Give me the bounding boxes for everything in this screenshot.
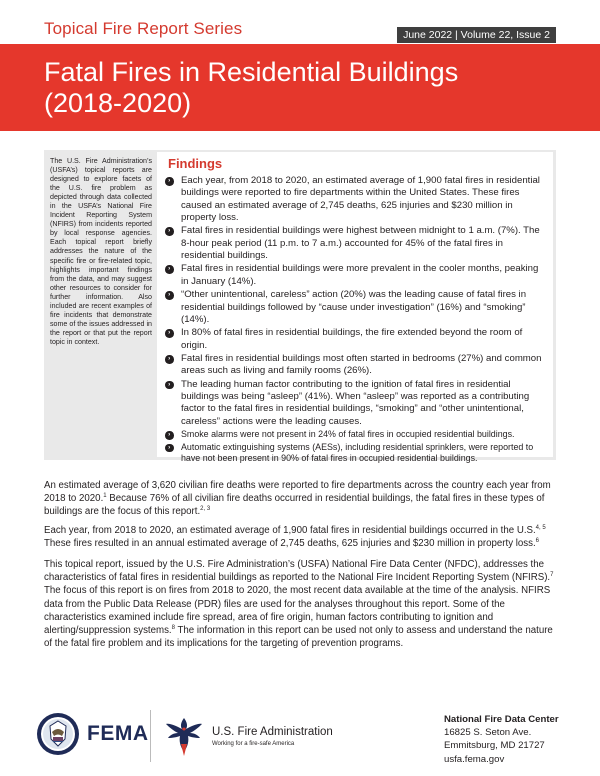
finding-item (165, 353, 545, 378)
finding-text: The leading human factor contributing to the ignition of fatal fires in residential buildings was being “asleep” (41%). When “asleep” was reported as a contributing factor to the fatal fires in residential buildings, “smoking” and “other unintentional, careless” actions were the leading causes. (181, 378, 530, 427)
usfa-eagle-icon (164, 714, 204, 758)
footer-logos (36, 706, 396, 766)
finding-item (165, 225, 545, 262)
address-block (444, 713, 559, 766)
bullet-arrow-icon: › (165, 177, 174, 186)
page-title-line1: Fatal Fires in Residential Buildings (44, 57, 459, 87)
footnote-ref: 7 (550, 571, 554, 578)
bullet-arrow-icon: › (165, 227, 174, 236)
bullet-arrow-icon: › (165, 291, 174, 300)
address-line-2: Emmitsburg, MD 21727 (444, 740, 545, 752)
finding-text: Fatal fires in residential buildings most often started in bedrooms (27%) and common areas such as living and family rooms (26%). (181, 353, 542, 377)
body-text-segment: The information in this report can be used not only to assess and understand the nature of the fatal fire problem and its implications for the targeting of prevention programs. (44, 625, 553, 650)
finding-text: Fatal fires in residential buildings were more prevalent in the cooler months, peaking in January (14%). (181, 263, 539, 287)
body-paragraph-1 (44, 479, 556, 519)
body-text-segment: An estimated average of 3,620 civilian fire deaths were reported to fire departments across the country each year from 2018 to 2020. (44, 480, 551, 505)
findings-heading: Findings (168, 156, 223, 171)
logo-divider (150, 710, 151, 762)
page-title (44, 57, 564, 119)
finding-text: “Other unintentional, careless” action (20%) was the leading cause of fatal fires in residential buildings followed by “cause under investigation” (16%) and “smoking” (14%). (181, 289, 527, 325)
finding-text: Each year, from 2018 to 2020, an estimated average of 1,900 fatal fires in residential buildings were reported to fire departments within the United States. These fires caused an estimated average of 2,745 deaths, 625 injuries and $230 million in property loss. (181, 175, 540, 223)
bullet-arrow-icon: › (165, 265, 174, 274)
findings-list (165, 175, 545, 464)
bullet-arrow-icon: › (165, 444, 174, 453)
body-text-segment: The focus of this report is on fires from 2018 to 2020, the most recent data available at the time of the analysis. NFIRS data from the Public Data Release (PDR) files are used for the analyses throughout this report. Some of the characteristics examined include fire spread, area of fire origin, human factors contributing to ignition and alerting/suppression systems. (44, 585, 551, 637)
dhs-seal-icon (36, 712, 80, 756)
footnote-ref: 2, 3 (200, 506, 211, 513)
bullet-arrow-icon: › (165, 355, 174, 364)
bullet-arrow-icon: › (165, 431, 174, 440)
finding-item (165, 429, 545, 440)
finding-item (165, 379, 545, 428)
footnote-ref: 4, 5 (535, 524, 546, 531)
page-title-line2: (2018-2020) (44, 88, 192, 118)
findings-panel (157, 152, 553, 463)
sidebar-intro: The U.S. Fire Administration’s (USFA’s) topical reports are designed to explore facets of the U.S. fire problem as depicted through data collected in the USFA’s National Fire Incident Reporting System (NFIRS) from incidents reported by local response agencies. Each topical report briefly addresses the nature of the specific fire or fire-related topic, highlights important findings from the data, and may suggest other resources to consider for further information. Also included are recent examples of fire incidents that demonstrate some of the issues addressed in the report or that put the report topic in context. (50, 157, 152, 346)
body-text-segment: Because 76% of all civilian fire deaths occurred in residential buildings, the fatal fires in these types of buildings are the focus of this report. (44, 493, 545, 518)
website-link[interactable]: usfa.fema.gov (444, 753, 505, 765)
fema-logo-text: FEMA (87, 722, 149, 745)
body-paragraph-3 (44, 558, 556, 650)
issue-tag: June 2022 | Volume 22, Issue 2 (397, 27, 556, 43)
address-line-1: 16825 S. Seton Ave. (444, 727, 532, 739)
body-text-segment: This topical report, issued by the U.S. Fire Administration’s (USFA) National Fire Data Center (NFDC), addresses the characteristics of fatal fires in residential buildings as reported to the National Fire Incident Reporting System (NFIRS). (44, 559, 551, 584)
org-name: National Fire Data Center (444, 714, 559, 725)
footnote-ref: 1 (103, 492, 107, 499)
body-text-segment: These fires resulted in an annual estimated average of 2,745 deaths, 625 injuries and $230 million in property loss. (44, 538, 536, 550)
finding-item (165, 263, 545, 288)
series-title: Topical Fire Report Series (44, 19, 243, 38)
body-paragraph-2 (44, 524, 556, 550)
bullet-arrow-icon: › (165, 329, 174, 338)
body-text-segment: Each year, from 2018 to 2020, an estimated average of 1,900 fatal fires in residential buildings occurred in the U.S. (44, 525, 536, 536)
bullet-arrow-icon: › (165, 381, 174, 390)
finding-text: Smoke alarms were not present in 24% of fatal fires in occupied residential buildings. (181, 429, 515, 440)
finding-text: Automatic extinguishing systems (AESs), including residential sprinklers, were reported to have not been present in 90% of fatal fires in occupied residential buildings. (181, 441, 534, 463)
usfa-name: U.S. Fire Administration (212, 726, 333, 738)
finding-item (165, 327, 545, 352)
finding-item (165, 442, 545, 464)
footnote-ref: 8 (171, 624, 175, 631)
finding-text: Fatal fires in residential buildings were highest between midnight to 1 a.m. (7%). The 8-hour peak period (11 p.m. to 7 a.m.) accounted for 45% of the fatal fires in residential buildings. (181, 225, 540, 261)
finding-item (165, 289, 545, 326)
finding-item (165, 175, 545, 224)
finding-text: In 80% of fatal fires in residential buildings, the fire extended beyond the room of origin. (181, 327, 523, 351)
footnote-ref: 6 (535, 537, 540, 544)
usfa-tagline: Working for a fire-safe America (212, 741, 295, 747)
